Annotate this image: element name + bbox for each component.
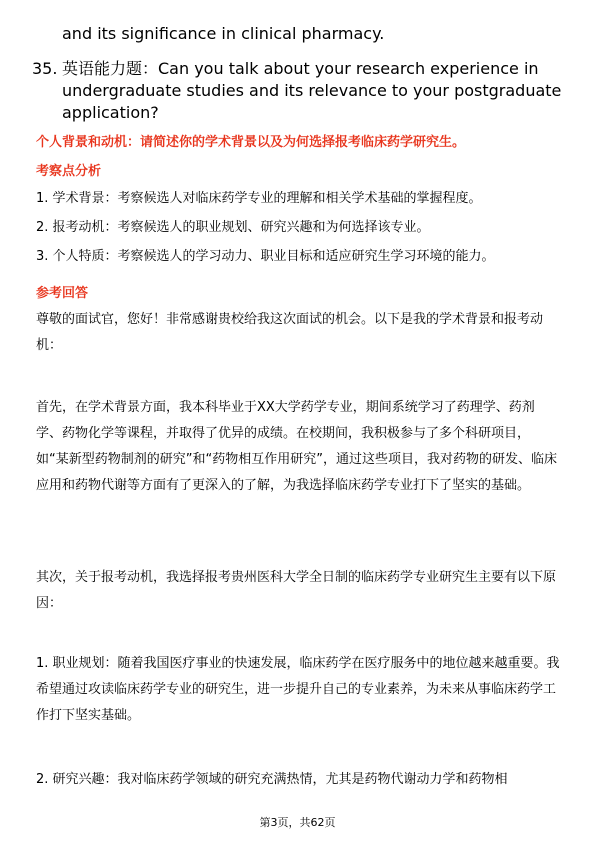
answer-paragraph-1: 尊敬的面试官，您好！非常感谢贵校给我这次面试的机会。以下是我的学术背景和报考动机： [36,312,544,353]
page-footer: 第3页，共62页 [259,816,336,829]
analysis-item-2: 2. 报考动机：考察候选人的职业规划、研究兴趣和为何选择该专业。 [36,220,430,235]
personal-background-heading: 个人背景和动机：请简述你的学术背景以及为何选择报考临床药学研究生。 [36,135,466,150]
analysis-heading: 考察点分析 [36,164,102,179]
answer-heading: 参考回答 [36,286,89,301]
question-text: 英语能力题：Can you talk about your research experience in undergraduate studies and its relevance to your postgraduate application? [62,59,562,122]
analysis-item-3: 3. 个人特质：考察候选人的学习动力、职业目标和适应研究生学习环境的能力。 [36,249,495,264]
previous-question-tail: and its significance in clinical pharmacy. [62,24,385,43]
question-number: 35. [32,59,58,78]
answer-paragraph-2: 首先，在学术背景方面，我本科毕业于XX大学药学专业，期间系统学习了药理学、药剂学、药物化学等课程，并取得了优异的成绩。在校期间，我积极参与了多个科研项目，如“某新型药物制剂的研究”和“药物相互作用研究”，通过这些项目，我对药物的研发、临床应用和药物代谢等方面有了更深入的了解，为我选择临床药学专业打下了坚实的基础。 [36,400,557,493]
answer-paragraph-5: 2. 研究兴趣：我对临床药学领域的研究充满热情，尤其是药物代谢动力学和药物相 [36,772,508,787]
answer-paragraph-3: 其次，关于报考动机，我选择报考贵州医科大学全日制的临床药学专业研究生主要有以下原因： [36,570,557,611]
analysis-item-1: 1. 学术背景：考察候选人对临床药学专业的理解和相关学术基础的掌握程度。 [36,191,482,206]
answer-paragraph-4: 1. 职业规划：随着我国医疗事业的快速发展，临床药学在医疗服务中的地位越来越重要。我希望通过攻读临床药学专业的研究生，进一步提升自己的专业素养，为未来从事临床药学工作打下坚实基础。 [36,656,560,723]
